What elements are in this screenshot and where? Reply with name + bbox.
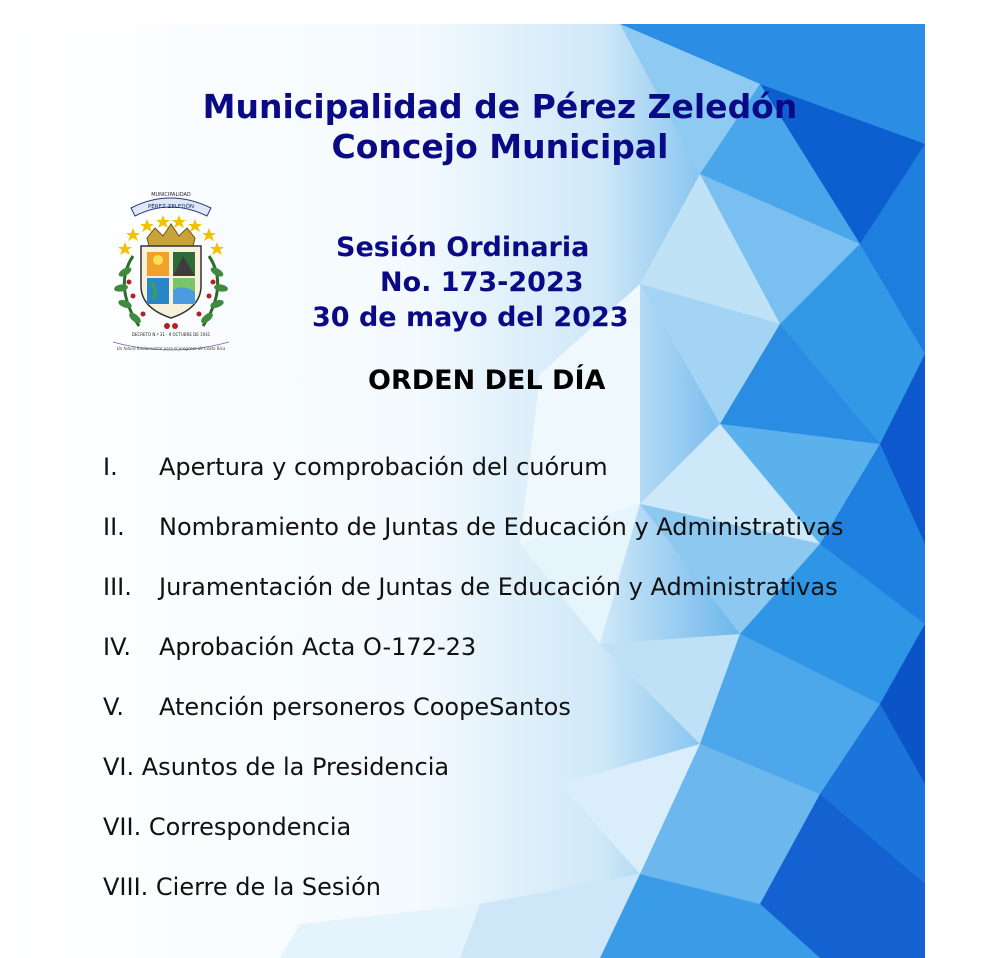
municipal-seal-logo xyxy=(103,186,238,361)
municipality-title: Municipalidad de Pérez Zeledón xyxy=(202,87,798,126)
seal-decree: DECRETO N.º 31 · 9 OCTUBRE DE 1931 xyxy=(131,332,211,337)
agenda-item-text: Asuntos de la Presidencia xyxy=(141,753,450,781)
agenda-item-text: Atención personeros CoopeSantos xyxy=(159,693,571,721)
agenda-item xyxy=(103,692,571,722)
council-title: Concejo Municipal xyxy=(331,127,669,166)
session-type: Sesión Ordinaria xyxy=(336,232,590,263)
agenda-item xyxy=(103,572,838,602)
agenda-title: ORDEN DEL DÍA xyxy=(368,365,606,396)
agenda-item xyxy=(103,812,351,842)
seal-motto: Un futuro fundamental para el progreso de Costa Rica xyxy=(116,346,226,351)
agenda-item-number: VIII. xyxy=(103,873,149,901)
agenda-item-text: Apertura y comprobación del cuórum xyxy=(159,453,608,481)
agenda-item-number: I. xyxy=(103,453,118,481)
agenda-item-text: Juramentación de Juntas de Educación y Administrativas xyxy=(159,573,838,601)
agenda-item-number: V. xyxy=(103,693,124,721)
agenda-item xyxy=(103,452,608,482)
agenda-item-number: IV. xyxy=(103,633,132,661)
agenda-item xyxy=(103,512,843,542)
seal-ribbon-top: MUNICIPALIDAD xyxy=(151,192,191,198)
session-date: 30 de mayo del 2023 xyxy=(312,302,629,333)
agenda-item-number: II. xyxy=(103,513,125,541)
agenda-item xyxy=(103,872,381,902)
agenda-item-text: Correspondencia xyxy=(148,813,352,841)
agenda-item xyxy=(103,632,476,662)
agenda-item-number: VII. xyxy=(103,813,142,841)
agenda-item xyxy=(103,752,449,782)
session-number: No. 173-2023 xyxy=(380,267,584,298)
agenda-item-number: VI. xyxy=(103,753,135,781)
agenda-item-text: Cierre de la Sesión xyxy=(155,873,381,901)
agenda-item-text: Aprobación Acta O-172-23 xyxy=(159,633,477,661)
seal-ribbon-name: PÉREZ ZELEDÓN xyxy=(147,204,195,210)
agenda-item-number: III. xyxy=(103,573,132,601)
agenda-item-text: Nombramiento de Juntas de Educación y Administrativas xyxy=(159,513,844,541)
